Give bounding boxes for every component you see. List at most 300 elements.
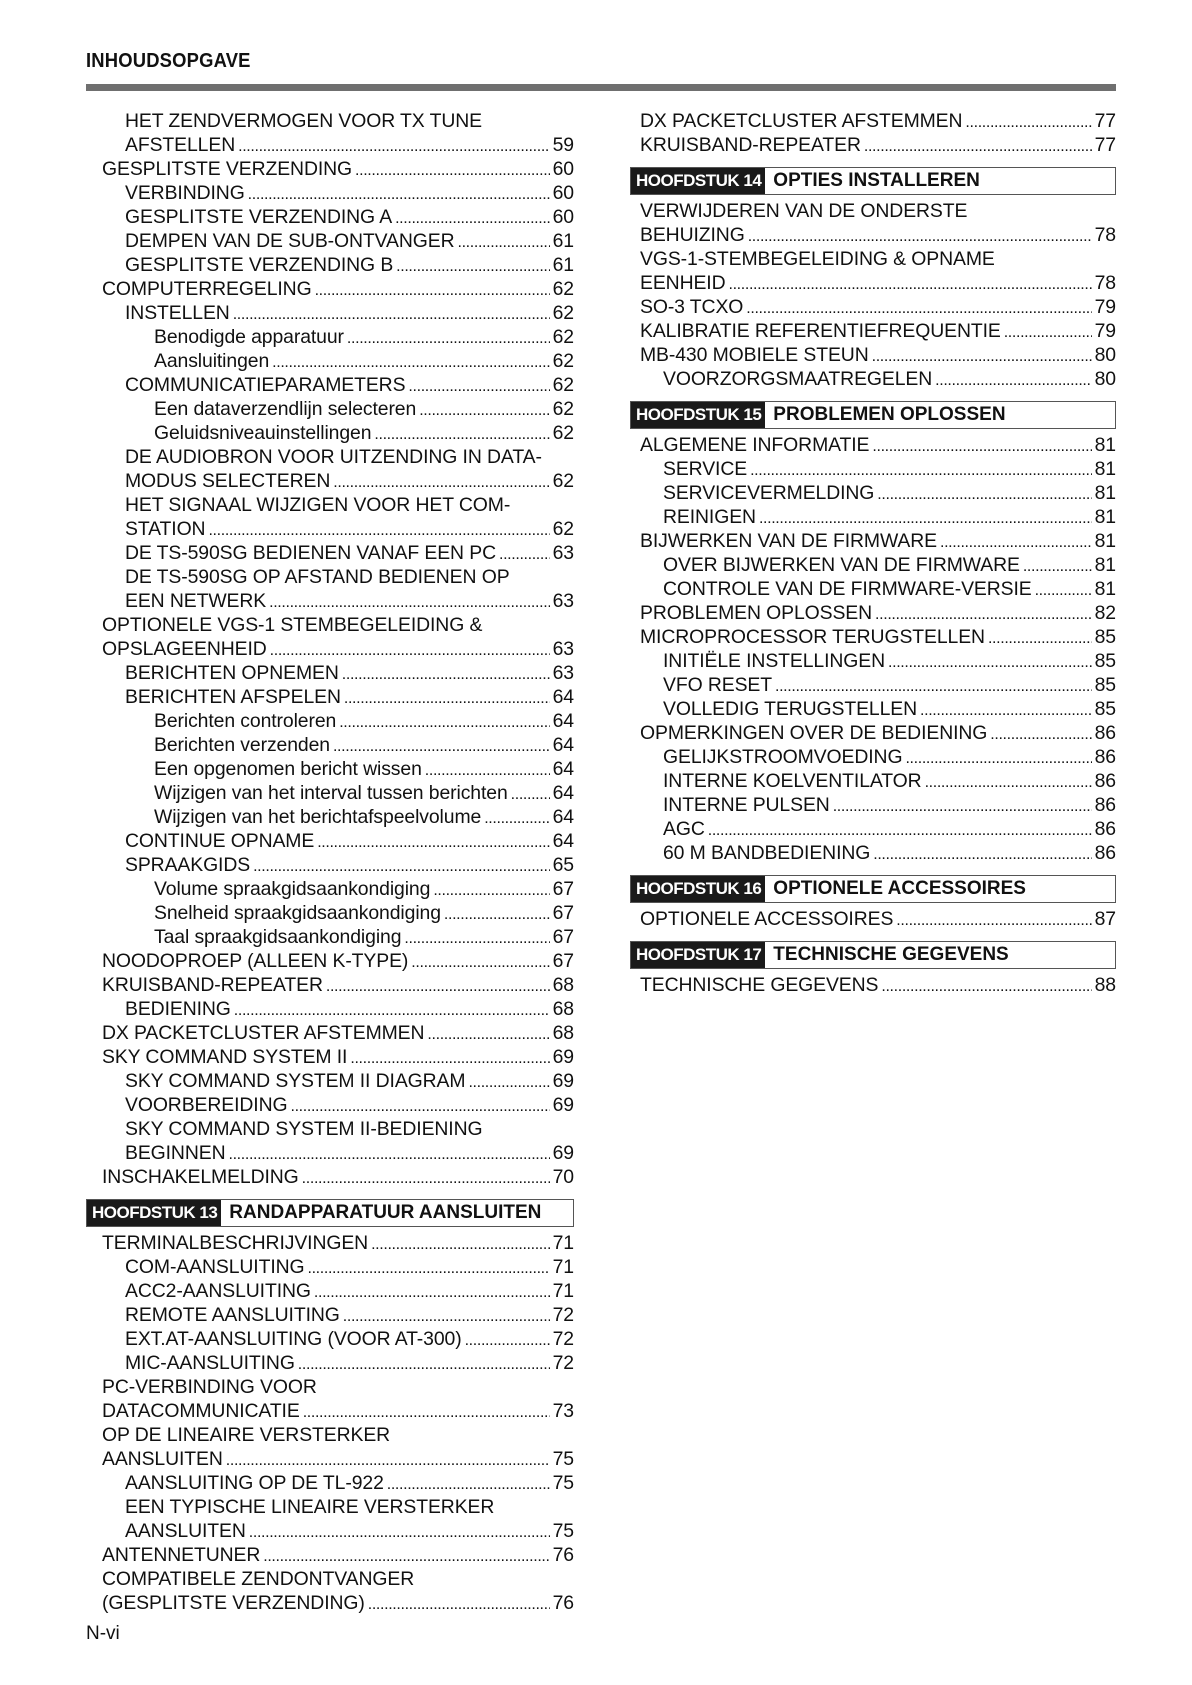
- toc-entry-title: MB-430 MOBIELE STEUN: [640, 344, 869, 366]
- toc-entry[interactable]: [630, 481, 1116, 505]
- dot-leader: [233, 301, 550, 327]
- chapter-number-label: HOOFDSTUK 16: [631, 876, 765, 902]
- dot-leader: [746, 295, 1091, 321]
- dot-leader: [272, 349, 549, 375]
- dot-leader: [263, 1543, 549, 1569]
- toc-entry-page-number: 61: [552, 230, 574, 252]
- toc-entry-title: VOORZORGSMAATREGELEN: [663, 368, 933, 390]
- toc-entry-title: KRUISBAND-REPEATER: [102, 974, 323, 996]
- toc-entry[interactable]: [630, 505, 1116, 529]
- dot-leader: [411, 949, 549, 975]
- toc-entry-page-number: 78: [1094, 272, 1116, 294]
- dot-leader: [419, 397, 549, 423]
- toc-entry-title: OPSLAGEENHEID: [102, 638, 267, 660]
- dot-leader: [875, 601, 1092, 627]
- toc-entry-page-number: 85: [1094, 650, 1116, 672]
- toc-entry-title: GESPLITSTE VERZENDING: [102, 158, 353, 180]
- toc-entry-continued-text: DE AUDIOBRON VOOR UITZENDING IN DATA-: [125, 446, 542, 468]
- toc-entry-page-number: 70: [552, 1166, 574, 1188]
- dot-leader: [427, 1021, 549, 1047]
- toc-entry-page-number: 81: [1094, 482, 1116, 504]
- toc-entry-page-number: 68: [552, 998, 574, 1020]
- toc-entry-title: SERVICE: [663, 458, 748, 480]
- chapter-number-label: HOOFDSTUK 14: [631, 168, 765, 194]
- toc-entry-title: BERICHTEN AFSPELEN: [125, 686, 341, 708]
- chapter-heading: [630, 941, 1116, 969]
- toc-entry-title: BIJWERKEN VAN DE FIRMWARE: [640, 530, 937, 552]
- toc-entry[interactable]: [86, 973, 574, 997]
- chapter-heading: [630, 875, 1116, 903]
- chapter-number-label: HOOFDSTUK 15: [631, 402, 765, 428]
- dot-leader: [729, 271, 1092, 297]
- dot-leader: [208, 517, 549, 543]
- toc-entry-page-number: 78: [1094, 224, 1116, 246]
- toc-entry[interactable]: [630, 973, 1116, 997]
- toc-entry-title: GELIJKSTROOMVOEDING: [663, 746, 903, 768]
- toc-entry[interactable]: [86, 1021, 574, 1045]
- dot-leader: [317, 829, 549, 855]
- toc-entry[interactable]: [630, 109, 1116, 133]
- toc-entry-title: OPTIONELE ACCESSOIRES: [640, 908, 894, 930]
- toc-entry-title: VOLLEDIG TERUGSTELLEN: [663, 698, 918, 720]
- toc-entry[interactable]: [86, 1279, 574, 1303]
- toc-entry[interactable]: [630, 319, 1116, 343]
- toc-entry-page-number: 86: [1094, 770, 1116, 792]
- toc-entry-page-number: 71: [552, 1232, 574, 1254]
- dot-leader: [425, 757, 550, 783]
- toc-entry-title: EEN NETWERK: [125, 590, 267, 612]
- dot-leader: [298, 1351, 550, 1377]
- toc-entry-page-number: 68: [552, 1022, 574, 1044]
- toc-entry[interactable]: [86, 517, 574, 541]
- toc-entry-title: EXT.AT-AANSLUITING (VOOR AT-300): [125, 1328, 462, 1350]
- toc-entry-page-number: 75: [552, 1448, 574, 1470]
- toc-entry[interactable]: [630, 649, 1116, 673]
- toc-entry[interactable]: [86, 1543, 574, 1567]
- dot-leader: [872, 433, 1091, 459]
- toc-entry[interactable]: [86, 1231, 574, 1255]
- toc-entry-title: VFO RESET: [663, 674, 772, 696]
- toc-entry[interactable]: [630, 457, 1116, 481]
- toc-entry[interactable]: [86, 925, 574, 949]
- page-header-title: INHOUDSOPGAVE: [86, 50, 251, 72]
- dot-leader: [308, 1255, 550, 1281]
- dot-leader: [395, 205, 550, 231]
- toc-entry-page-number: 85: [1094, 674, 1116, 696]
- toc-entry-title: DX PACKETCLUSTER AFSTEMMEN: [102, 1022, 425, 1044]
- dot-leader: [404, 925, 549, 951]
- dot-leader: [374, 421, 549, 447]
- toc-entry-page-number: 69: [552, 1070, 574, 1092]
- dot-leader: [444, 901, 550, 927]
- toc-entry-title: DEMPEN VAN DE SUB-ONTVANGER: [125, 230, 455, 252]
- toc-entry-title: KRUISBAND-REPEATER: [640, 134, 861, 156]
- toc-entry[interactable]: [86, 901, 574, 925]
- toc-entry-title: Wijzigen van het interval tussen berichten: [154, 782, 508, 804]
- toc-entry-page-number: 67: [552, 902, 574, 924]
- toc-entry[interactable]: [86, 757, 574, 781]
- dot-leader: [343, 1303, 550, 1329]
- dot-leader: [248, 181, 550, 207]
- toc-entry-title: DATACOMMUNICATIE: [102, 1400, 300, 1422]
- toc-entry-title: NOODOPROEP (ALLEEN K-TYPE): [102, 950, 409, 972]
- toc-entry-title: PROBLEMEN OPLOSSEN: [640, 602, 873, 624]
- toc-entry-title: DE TS-590SG BEDIENEN VANAF EEN PC: [125, 542, 496, 564]
- toc-entry-title: 60 M BANDBEDIENING: [663, 842, 871, 864]
- toc-entry-title: TECHNISCHE GEGEVENS: [640, 974, 879, 996]
- toc-entry[interactable]: [86, 1351, 574, 1375]
- toc-entry-page-number: 60: [552, 182, 574, 204]
- toc-entry[interactable]: [86, 1471, 574, 1495]
- toc-entry-page-number: 62: [552, 302, 574, 324]
- toc-entry-page-number: 79: [1094, 320, 1116, 342]
- dot-leader: [355, 157, 550, 183]
- dot-leader: [775, 673, 1092, 699]
- chapter-heading: [630, 167, 1116, 195]
- page-number: N-vi: [86, 1623, 120, 1644]
- dot-leader: [864, 133, 1092, 159]
- toc-entry-title: MICROPROCESSOR TERUGSTELLEN: [640, 626, 985, 648]
- toc-entry[interactable]: [630, 295, 1116, 319]
- toc-entry[interactable]: [86, 997, 574, 1021]
- toc-entry-title: Aansluitingen: [154, 350, 270, 372]
- toc-entry-title: MODUS SELECTEREN: [125, 470, 331, 492]
- dot-leader: [990, 721, 1091, 747]
- dot-leader: [872, 343, 1092, 369]
- chapter-title: RANDAPPARATUUR AANSLUITEN: [229, 1202, 542, 1223]
- toc-entry[interactable]: [86, 589, 574, 613]
- toc-entry[interactable]: [630, 793, 1116, 817]
- dot-leader: [433, 877, 549, 903]
- dot-leader: [333, 733, 550, 759]
- toc-entry-title: STATION: [125, 518, 206, 540]
- toc-entry-title: Berichten controleren: [154, 710, 337, 732]
- toc-entry-page-number: 73: [552, 1400, 574, 1422]
- toc-entry-page-number: 86: [1094, 818, 1116, 840]
- toc-entry[interactable]: [630, 271, 1116, 295]
- header-rule: [86, 84, 1116, 91]
- toc-entry-title: SPRAAKGIDS: [125, 854, 251, 876]
- toc-entry-page-number: 86: [1094, 842, 1116, 864]
- toc-entry[interactable]: [86, 661, 574, 685]
- toc-entry[interactable]: [86, 1591, 574, 1615]
- toc-entry[interactable]: [86, 205, 574, 229]
- toc-entry-title: OVER BIJWERKEN VAN DE FIRMWARE: [663, 554, 1020, 576]
- toc-entry-title: CONTINUE OPNAME: [125, 830, 315, 852]
- toc-entry[interactable]: [86, 733, 574, 757]
- toc-entry-page-number: 72: [552, 1328, 574, 1350]
- toc-entry-title: Geluidsniveauinstellingen: [154, 422, 372, 444]
- toc-entry-page-number: 81: [1094, 554, 1116, 576]
- toc-entry[interactable]: [86, 805, 574, 829]
- toc-entry[interactable]: [86, 781, 574, 805]
- dot-leader: [905, 745, 1091, 771]
- dot-leader: [896, 907, 1091, 933]
- toc-entry[interactable]: [86, 637, 574, 661]
- chapter-number-label: HOOFDSTUK 13: [87, 1200, 221, 1226]
- toc-entry-page-number: 65: [552, 854, 574, 876]
- toc-entry-title: AANSLUITING OP DE TL-922: [125, 1472, 384, 1494]
- toc-entry[interactable]: [86, 1069, 574, 1093]
- toc-entry-continued-text: VERWIJDEREN VAN DE ONDERSTE: [640, 200, 968, 222]
- dot-leader: [387, 1471, 550, 1497]
- toc-entry[interactable]: [86, 325, 574, 349]
- dot-leader: [303, 1399, 550, 1425]
- toc-entry-page-number: 67: [552, 926, 574, 948]
- toc-entry[interactable]: [86, 1093, 574, 1117]
- toc-entry-page-number: 62: [552, 422, 574, 444]
- toc-entry-page-number: 69: [552, 1142, 574, 1164]
- toc-entry[interactable]: [86, 229, 574, 253]
- toc-entry-title: ANTENNETUNER: [102, 1544, 261, 1566]
- toc-entry[interactable]: [630, 769, 1116, 793]
- toc-entry[interactable]: [86, 1255, 574, 1279]
- toc-entry-page-number: 76: [552, 1592, 574, 1614]
- toc-entry-page-number: 77: [1094, 110, 1116, 132]
- toc-entry-title: Volume spraakgidsaankondiging: [154, 878, 431, 900]
- toc-entry-title: COMPUTERREGELING: [102, 278, 312, 300]
- toc-entry[interactable]: [630, 433, 1116, 457]
- dot-leader: [333, 469, 549, 495]
- toc-entry[interactable]: [86, 133, 574, 157]
- toc-entry-title: INSTELLEN: [125, 302, 230, 324]
- toc-entry[interactable]: [630, 367, 1116, 391]
- toc-entry-page-number: 77: [1094, 134, 1116, 156]
- toc-entry-page-number: 60: [552, 158, 574, 180]
- toc-entry-title: GESPLITSTE VERZENDING A: [125, 206, 393, 228]
- toc-entry-page-number: 62: [552, 470, 574, 492]
- toc-entry-title: KALIBRATIE REFERENTIEFREQUENTIE: [640, 320, 1001, 342]
- toc-entry-page-number: 75: [552, 1520, 574, 1542]
- toc-entry[interactable]: [86, 349, 574, 373]
- dot-leader: [888, 649, 1092, 675]
- toc-entry-page-number: 62: [552, 278, 574, 300]
- chapter-title: OPTIES INSTALLEREN: [773, 170, 980, 191]
- dot-leader: [368, 1591, 550, 1617]
- toc-entry[interactable]: [86, 1141, 574, 1165]
- chapter-title: PROBLEMEN OPLOSSEN: [773, 404, 1006, 425]
- dot-leader: [759, 505, 1092, 531]
- toc-entry[interactable]: [86, 373, 574, 397]
- toc-entry[interactable]: [86, 157, 574, 181]
- toc-entry-page-number: 79: [1094, 296, 1116, 318]
- dot-leader: [833, 793, 1092, 819]
- toc-entry-title: SKY COMMAND SYSTEM II: [102, 1046, 348, 1068]
- toc-entry[interactable]: [86, 1519, 574, 1543]
- toc-entry[interactable]: [630, 577, 1116, 601]
- toc-entry[interactable]: [86, 469, 574, 493]
- toc-entry-page-number: 68: [552, 974, 574, 996]
- toc-entry[interactable]: [630, 553, 1116, 577]
- toc-entry-title: COM-AANSLUITING: [125, 1256, 305, 1278]
- toc-entry[interactable]: [630, 841, 1116, 865]
- dot-leader: [302, 1165, 550, 1191]
- toc-entry[interactable]: [86, 685, 574, 709]
- dot-leader: [342, 661, 550, 687]
- toc-entry[interactable]: [86, 709, 574, 733]
- toc-entry-title: BEDIENING: [125, 998, 231, 1020]
- toc-entry-page-number: 81: [1094, 434, 1116, 456]
- toc-entry[interactable]: [86, 301, 574, 325]
- dot-leader: [347, 325, 550, 351]
- dot-leader: [408, 373, 549, 399]
- toc-column-right: [630, 109, 1116, 997]
- toc-entry[interactable]: [86, 1303, 574, 1327]
- dot-leader: [226, 1447, 550, 1473]
- dot-leader: [965, 109, 1091, 135]
- toc-entry-title: Berichten verzenden: [154, 734, 330, 756]
- toc-entry-title: DX PACKETCLUSTER AFSTEMMEN: [640, 110, 963, 132]
- toc-entry[interactable]: [86, 829, 574, 853]
- toc-entry-title: MIC-AANSLUITING: [125, 1352, 295, 1374]
- toc-entry-title: Taal spraakgidsaankondiging: [154, 926, 402, 948]
- toc-entry-title: AANSLUITEN: [125, 1520, 246, 1542]
- dot-leader: [468, 1069, 549, 1095]
- chapter-title: OPTIONELE ACCESSOIRES: [773, 878, 1026, 899]
- toc-entry[interactable]: [630, 625, 1116, 649]
- dot-leader: [269, 589, 550, 615]
- toc-entry-page-number: 63: [552, 542, 574, 564]
- toc-entry-page-number: 64: [552, 830, 574, 852]
- toc-entry[interactable]: [630, 223, 1116, 247]
- toc-entry[interactable]: [630, 529, 1116, 553]
- dot-leader: [253, 853, 550, 879]
- toc-entry[interactable]: [86, 1447, 574, 1471]
- toc-entry[interactable]: [630, 601, 1116, 625]
- dot-leader: [935, 367, 1091, 393]
- dot-leader: [270, 637, 550, 663]
- dot-leader: [344, 685, 550, 711]
- dot-leader: [339, 709, 549, 735]
- toc-entry[interactable]: [86, 181, 574, 205]
- toc-entry-title: REMOTE AANSLUITING: [125, 1304, 340, 1326]
- dot-leader: [708, 817, 1092, 843]
- toc-entry[interactable]: [86, 397, 574, 421]
- toc-entry-continued-text: HET SIGNAAL WIJZIGEN VOOR HET COM-: [125, 494, 511, 516]
- toc-entry-page-number: 62: [552, 374, 574, 396]
- toc-entry[interactable]: [86, 1327, 574, 1351]
- toc-entry-continued-text: OPTIONELE VGS-1 STEMBEGELEIDING &: [102, 614, 483, 636]
- toc-entry-page-number: 87: [1094, 908, 1116, 930]
- toc-entry-page-number: 64: [552, 710, 574, 732]
- toc-entry-title: CONTROLE VAN DE FIRMWARE-VERSIE: [663, 578, 1032, 600]
- toc-entry-page-number: 85: [1094, 698, 1116, 720]
- toc-entry-page-number: 64: [552, 734, 574, 756]
- toc-entry-title: AFSTELLEN: [125, 134, 236, 156]
- dot-leader: [371, 1231, 550, 1257]
- toc-entry-page-number: 62: [552, 518, 574, 540]
- toc-entry-page-number: 81: [1094, 506, 1116, 528]
- toc-entry-page-number: 86: [1094, 722, 1116, 744]
- dot-leader: [234, 997, 550, 1023]
- toc-entry[interactable]: [86, 853, 574, 877]
- toc-entry-page-number: 69: [552, 1094, 574, 1116]
- toc-entry-title: Een dataverzendlijn selecteren: [154, 398, 417, 420]
- toc-entry[interactable]: [630, 343, 1116, 367]
- toc-entry-title: TERMINALBESCHRIJVINGEN: [102, 1232, 369, 1254]
- chapter-heading: [630, 401, 1116, 429]
- toc-entry-page-number: 76: [552, 1544, 574, 1566]
- toc-entry-title: VOORBEREIDING: [125, 1094, 288, 1116]
- dot-leader: [499, 541, 550, 567]
- toc-entry-page-number: 72: [552, 1352, 574, 1374]
- toc-entry-continued-text: PC-VERBINDING VOOR: [102, 1376, 317, 1398]
- toc-entry-page-number: 63: [552, 638, 574, 660]
- dot-leader: [988, 625, 1092, 651]
- toc-entry-page-number: 67: [552, 950, 574, 972]
- toc-entry[interactable]: [630, 133, 1116, 157]
- dot-leader: [238, 133, 550, 159]
- toc-entry[interactable]: [630, 817, 1116, 841]
- toc-entry-page-number: 80: [1094, 368, 1116, 390]
- toc-entry-continued-text: VGS-1-STEMBEGELEIDING & OPNAME: [640, 248, 995, 270]
- toc-entry-title: SKY COMMAND SYSTEM II DIAGRAM: [125, 1070, 466, 1092]
- toc-entry-page-number: 62: [552, 350, 574, 372]
- dot-leader: [873, 841, 1091, 867]
- toc-entry-title: VERBINDING: [125, 182, 245, 204]
- toc-entry[interactable]: [86, 541, 574, 565]
- toc-entry-continued-text: OP DE LINEAIRE VERSTERKER: [102, 1424, 391, 1446]
- dot-leader: [920, 697, 1092, 723]
- toc-entry[interactable]: [630, 697, 1116, 721]
- toc-entry-title: BEHUIZING: [640, 224, 745, 246]
- toc-entry-page-number: 81: [1094, 458, 1116, 480]
- toc-entry[interactable]: [86, 277, 574, 301]
- toc-entry[interactable]: [86, 1399, 574, 1423]
- toc-entry-page-number: 75: [552, 1472, 574, 1494]
- toc-entry[interactable]: [630, 907, 1116, 931]
- toc-entry-page-number: 81: [1094, 578, 1116, 600]
- toc-entry-title: INTERNE PULSEN: [663, 794, 830, 816]
- dot-leader: [228, 1141, 549, 1167]
- toc-entry-page-number: 86: [1094, 794, 1116, 816]
- toc-entry-title: OPMERKINGEN OVER DE BEDIENING: [640, 722, 988, 744]
- toc-entry-page-number: 85: [1094, 626, 1116, 648]
- toc-entry-page-number: 71: [552, 1280, 574, 1302]
- toc-entry-title: INTERNE KOELVENTILATOR: [663, 770, 922, 792]
- toc-entry[interactable]: [86, 877, 574, 901]
- toc-entry[interactable]: [86, 949, 574, 973]
- dot-leader: [326, 973, 550, 999]
- toc-entry[interactable]: [86, 1045, 574, 1069]
- toc-entry[interactable]: [86, 1165, 574, 1189]
- toc-entry-page-number: 63: [552, 662, 574, 684]
- chapter-number-label: HOOFDSTUK 17: [631, 942, 765, 968]
- dot-leader: [1035, 577, 1092, 603]
- toc-entry-title: ACC2-AANSLUITING: [125, 1280, 311, 1302]
- chapter-title: TECHNISCHE GEGEVENS: [773, 944, 1009, 965]
- toc-entry[interactable]: [630, 721, 1116, 745]
- toc-entry-page-number: 71: [552, 1256, 574, 1278]
- dot-leader: [881, 973, 1091, 999]
- toc-entry-title: INSCHAKELMELDING: [102, 1166, 299, 1188]
- toc-entry-page-number: 62: [552, 326, 574, 348]
- toc-entry-continued-text: COMPATIBELE ZENDONTVANGER: [102, 1568, 415, 1590]
- toc-entry-page-number: 88: [1094, 974, 1116, 996]
- toc-entry-page-number: 63: [552, 590, 574, 612]
- toc-entry[interactable]: [86, 253, 574, 277]
- toc-entry-title: BERICHTEN OPNEMEN: [125, 662, 339, 684]
- toc-entry[interactable]: [86, 421, 574, 445]
- toc-entry[interactable]: [630, 745, 1116, 769]
- dot-leader: [314, 1279, 550, 1305]
- dot-leader: [396, 253, 549, 279]
- toc-entry-page-number: 81: [1094, 530, 1116, 552]
- toc-entry[interactable]: [630, 673, 1116, 697]
- toc-entry-title: SERVICEVERMELDING: [663, 482, 875, 504]
- toc-entry-title: Benodigde apparatuur: [154, 326, 344, 348]
- dot-leader: [315, 277, 550, 303]
